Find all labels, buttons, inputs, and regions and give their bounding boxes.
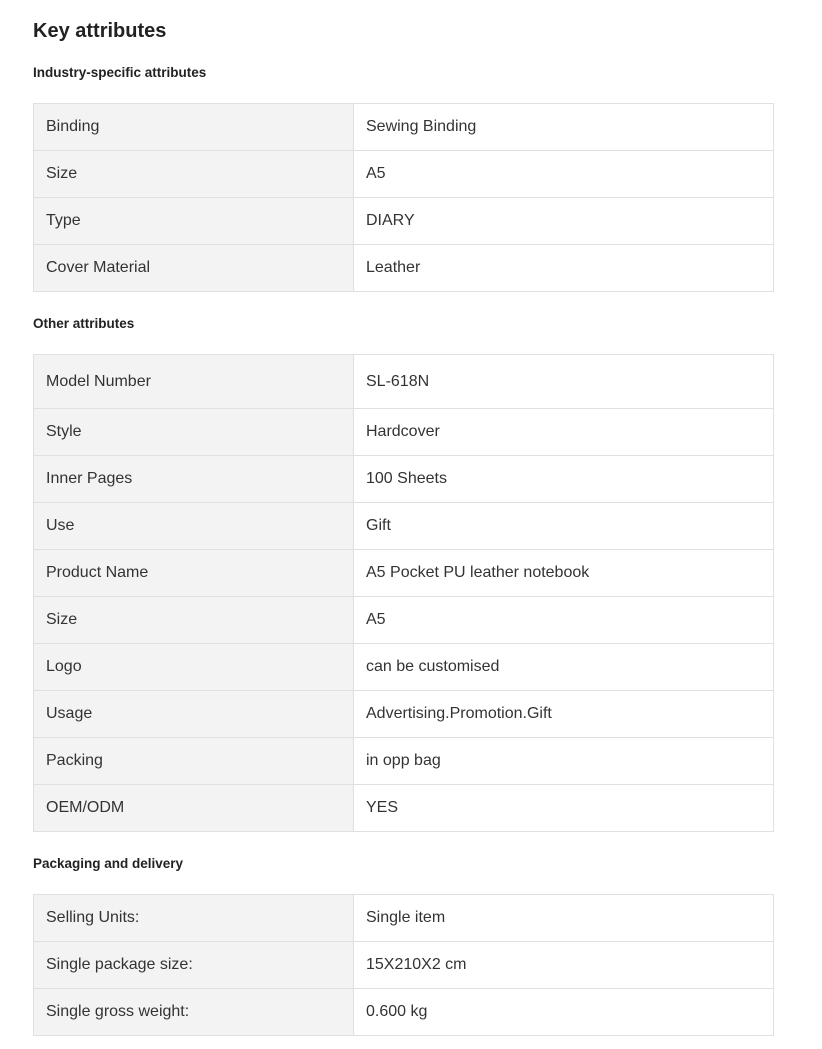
section-title-industry: Industry-specific attributes [33,65,207,80]
packaging-table [33,894,774,1036]
attr-value: YES [354,785,774,832]
attr-name: Logo [34,644,354,691]
section-title-other: Other attributes [33,316,135,331]
table-row [34,503,774,550]
attr-value: Advertising.Promotion.Gift [354,691,774,738]
table-row [34,550,774,597]
attr-name: Selling Units: [34,895,354,942]
attr-value: 0.600 kg [354,989,774,1036]
table-row [34,644,774,691]
attr-name: Size [34,597,354,644]
table-row [34,456,774,503]
attr-value: in opp bag [354,738,774,785]
attr-name: Inner Pages [34,456,354,503]
attr-name: Binding [34,104,354,151]
attr-name: OEM/ODM [34,785,354,832]
table-row [34,245,774,292]
attr-name: Size [34,151,354,198]
attr-value: Leather [354,245,774,292]
attr-value: Gift [354,503,774,550]
attr-name: Single package size: [34,942,354,989]
attr-value: SL-618N [354,355,774,409]
attr-name: Style [34,409,354,456]
attr-value: DIARY [354,198,774,245]
attr-value: A5 [354,597,774,644]
attr-name: Use [34,503,354,550]
attr-name: Model Number [34,355,354,409]
attr-value: Hardcover [354,409,774,456]
attr-value: A5 Pocket PU leather notebook [354,550,774,597]
attr-name: Packing [34,738,354,785]
table-row [34,942,774,989]
attr-value: Sewing Binding [354,104,774,151]
attr-value: Single item [354,895,774,942]
table-row [34,989,774,1036]
table-row [34,409,774,456]
section-title-packaging: Packaging and delivery [33,856,184,871]
table-row [34,355,774,409]
attr-name: Cover Material [34,245,354,292]
attr-value: 100 Sheets [354,456,774,503]
table-row [34,738,774,785]
attr-name: Single gross weight: [34,989,354,1036]
attr-name: Usage [34,691,354,738]
attr-name: Type [34,198,354,245]
page-title: Key attributes [33,20,167,42]
table-row [34,785,774,832]
table-row [34,691,774,738]
table-row [34,151,774,198]
table-row [34,597,774,644]
attr-value: A5 [354,151,774,198]
attr-name: Product Name [34,550,354,597]
attr-value: 15X210X2 cm [354,942,774,989]
attr-value: can be customised [354,644,774,691]
table-row [34,104,774,151]
other-attributes-table [33,354,774,832]
table-row [34,198,774,245]
table-row [34,895,774,942]
industry-attributes-table [33,103,774,292]
